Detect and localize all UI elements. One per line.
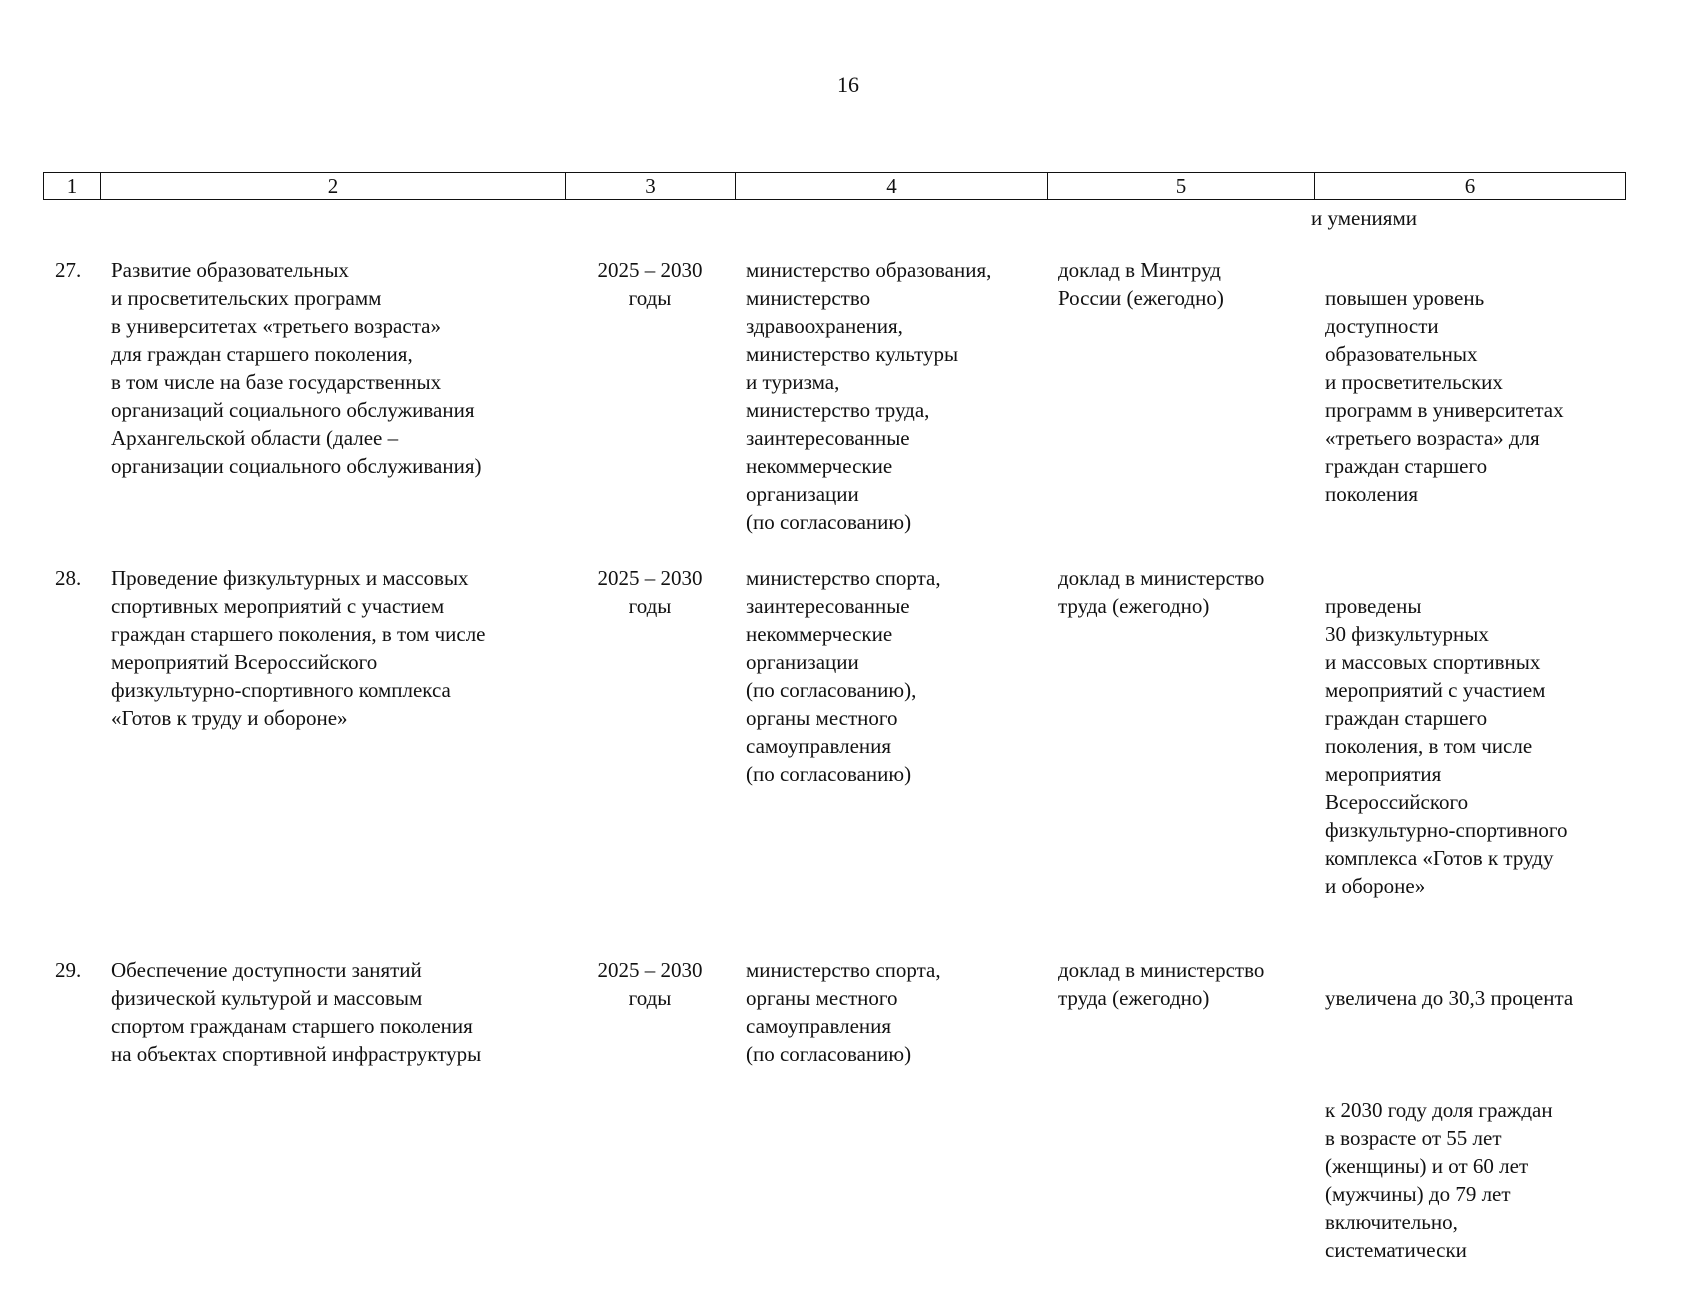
result-text: проведены 30 физкультурных и массовых спортивных мероприятий с участием граждан старшего поколения, в том числе мероприятия Всероссийского физкультурно-спортивного комплекса «Готов к труду и обороне» — [1325, 594, 1568, 898]
header-column-1: 1 — [44, 173, 101, 200]
continuation-text: и умениями — [1311, 206, 1417, 230]
result-text: повышен уровень доступности образовательных и просветительских программ в университетах «третьего возраста» для граждан старшего поколения — [1325, 286, 1564, 506]
result-spacer — [1325, 1040, 1621, 1068]
result-cell — [1314, 256, 1625, 536]
report-cell: доклад в Минтруд России (ежегодно) — [1058, 258, 1224, 310]
report-cell: доклад в министерство труда (ежегодно) — [1058, 958, 1265, 1010]
row-number: 27. — [55, 258, 82, 282]
period-cell: 2025 – 2030 годы — [597, 566, 703, 618]
header-column-2: 2 — [101, 173, 566, 200]
result-text-continued: к 2030 году доля граждан в возрасте от 55 лет (женщины) и от 60 лет (мужчины) до 79 лет включительно, систематически — [1325, 1098, 1553, 1262]
header-column-4: 4 — [736, 173, 1048, 200]
table-body — [43, 204, 1625, 1292]
header-column-5: 5 — [1048, 173, 1315, 200]
activity-cell: Проведение физкультурных и массовых спортивных мероприятий с участием граждан старшего поколения, в том числе мероприятий Всероссийского физкультурно-спортивного комплекса «Готов к труду и обороне» — [111, 566, 486, 730]
period-cell: 2025 – 2030 годы — [597, 258, 703, 310]
executors-cell: министерство образования, министерство здравоохранения, министерство культуры и туризма, министерство труда, заинтересованные некоммерческие организации (по согласованию) — [746, 258, 992, 534]
executors-cell: министерство спорта, органы местного самоуправления (по согласованию) — [746, 958, 941, 1066]
table-row — [43, 956, 1625, 1292]
result-text: увеличена до 30,3 процента — [1325, 986, 1574, 1010]
period-cell: 2025 – 2030 годы — [597, 958, 703, 1010]
activity-cell: Обеспечение доступности занятий физической культурой и массовым спортом гражданам старшего поколения на объектах спортивной инфраструктуры — [111, 958, 482, 1066]
header-column-6: 6 — [1315, 173, 1626, 200]
row-number: 28. — [55, 566, 82, 590]
table-row — [43, 256, 1625, 536]
executors-cell: министерство спорта, заинтересованные некоммерческие организации (по согласованию), органы местного самоуправления (по согласованию) — [746, 566, 941, 786]
header-column-3: 3 — [566, 173, 736, 200]
table-row — [43, 564, 1625, 928]
report-cell: доклад в министерство труда (ежегодно) — [1058, 566, 1265, 618]
row-number: 29. — [55, 958, 82, 982]
page-number: 16 — [837, 72, 859, 97]
result-cell — [1314, 564, 1625, 928]
column-number-header — [43, 172, 1626, 200]
activity-cell: Развитие образовательных и просветительских программ в университетах «третьего возраста» для граждан старшего поколения, в том числе на базе государственных организаций социального обслуживания Архангельской области (далее – организации социального обслуживания) — [111, 258, 482, 478]
result-cell — [1314, 956, 1625, 1292]
